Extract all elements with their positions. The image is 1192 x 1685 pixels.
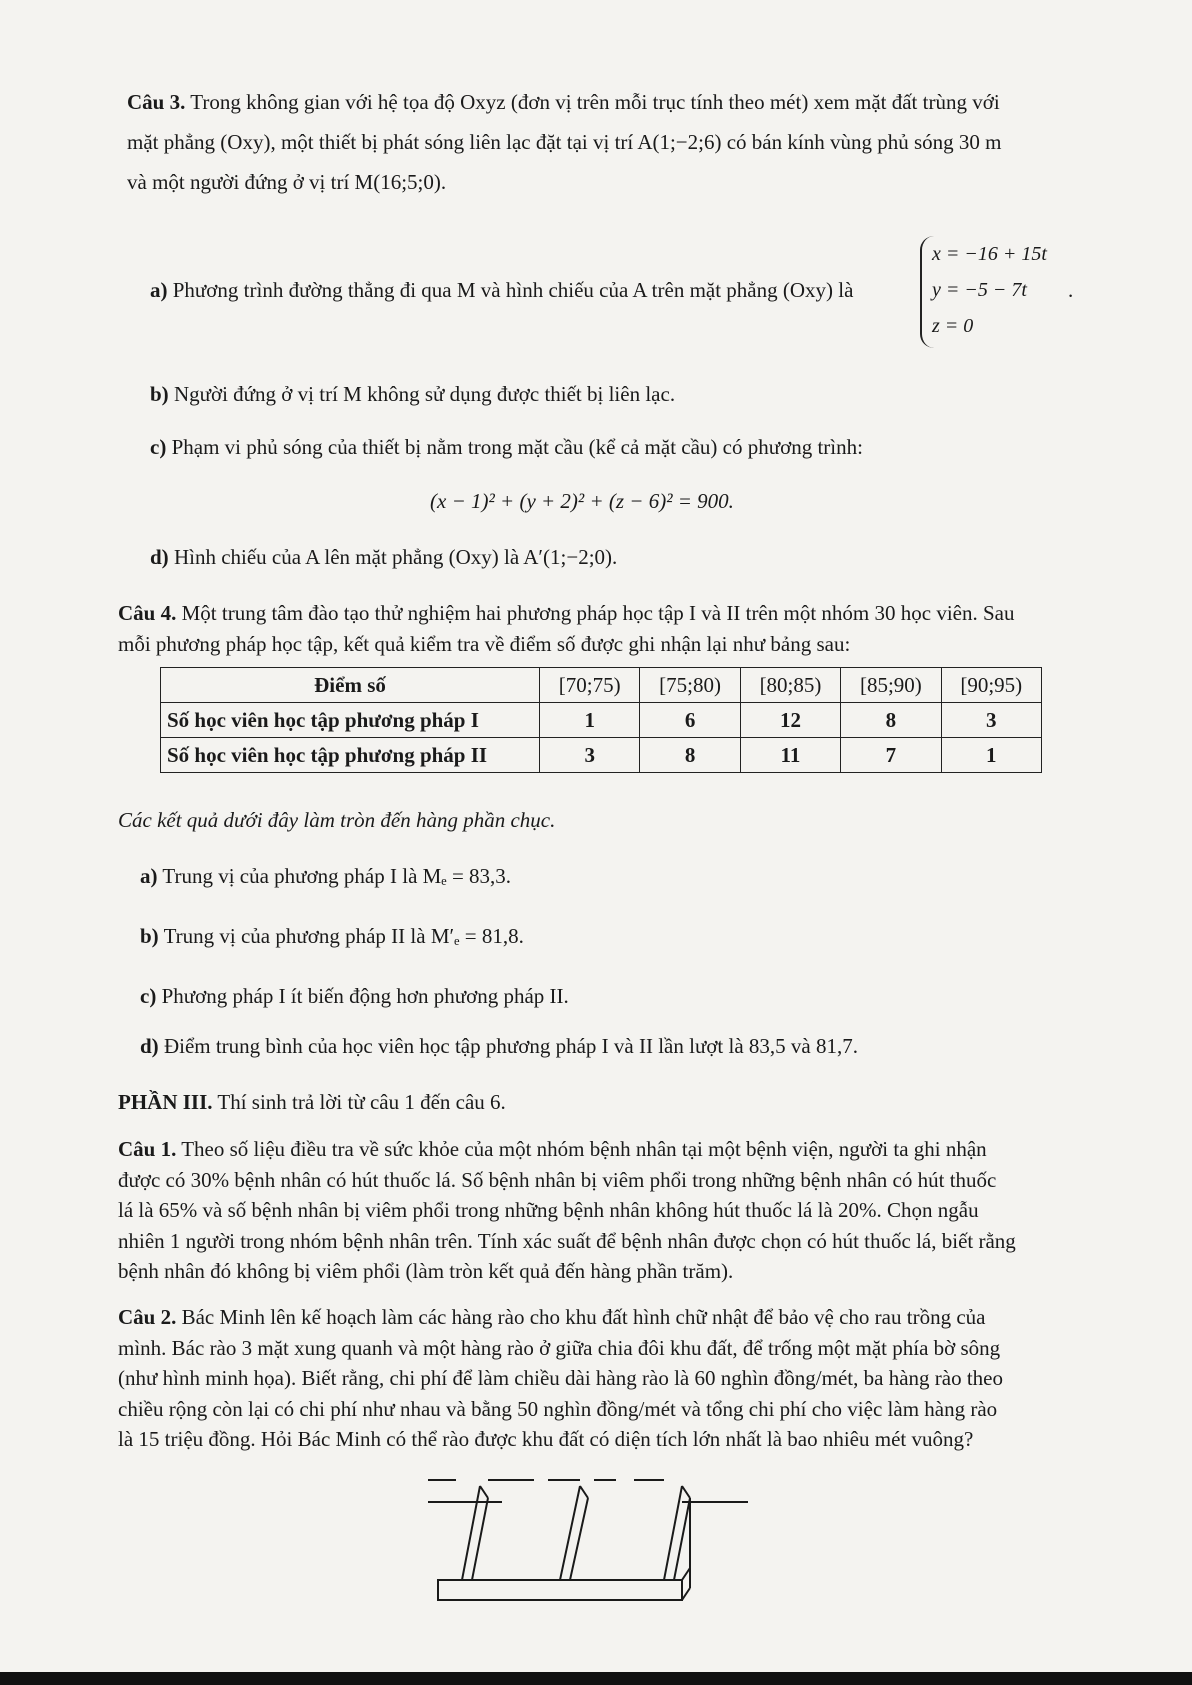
q3-c-equation: (x − 1)² + (y + 2)² + (z − 6)² = 900.	[430, 489, 734, 513]
p3q2-line: (như hình minh họa). Biết rằng, chi phí để làm chiều dài hàng rào là 60 nghìn đồng/mét, ba hàng rào theo	[118, 1366, 1003, 1390]
score-table	[160, 667, 1042, 773]
table-header-cell: [80;85)	[740, 668, 840, 703]
q3-lead: Câu 3.	[127, 90, 186, 114]
table-cell: 8	[640, 738, 740, 773]
q3-d-text: Hình chiếu của A lên mặt phẳng (Oxy) là A′(1;−2;0).	[173, 545, 618, 569]
p3q1-line: nhiên 1 người trong nhóm bệnh nhân trên. Tính xác suất để bệnh nhân được chọn có hút thuốc lá, biết rằng	[118, 1228, 1016, 1253]
table-cell: 1	[540, 703, 640, 738]
table-cell: 7	[841, 738, 941, 773]
q3-b-text: Người đứng ở vị trí M không sử dụng được thiết bị liên lạc.	[173, 382, 676, 406]
middle-fence	[560, 1486, 588, 1580]
q3-c-label: c)	[150, 435, 167, 459]
q4-option-a	[140, 864, 511, 889]
q3-statement	[127, 82, 1083, 202]
p3q2-lead: Câu 2.	[118, 1305, 177, 1329]
q3-a-label: a)	[150, 278, 168, 302]
q4-b-label: b)	[140, 924, 159, 948]
q3-a-eq2: y = −5 − 7t	[932, 279, 1027, 301]
table-header-cell: [85;90)	[841, 668, 941, 703]
table-header-row	[161, 668, 1042, 703]
q3-a-eq1: x = −16 + 15t	[932, 243, 1047, 265]
table-cell: 6	[640, 703, 740, 738]
q3-a-eq3: z = 0	[932, 315, 974, 337]
left-fence	[462, 1486, 488, 1580]
q4-d-label: d)	[140, 1034, 159, 1058]
table-cell: 8	[841, 703, 941, 738]
table-header-cell: [90;95)	[941, 668, 1041, 703]
q4-option-c	[140, 984, 569, 1009]
front-fence	[438, 1580, 682, 1600]
table-row-label: Số học viên học tập phương pháp II	[161, 738, 540, 773]
p3-question-1	[118, 1134, 1084, 1287]
p3q1-line: lá là 65% và số bệnh nhân bị viêm phổi trong những bệnh nhân không hút thuốc lá là 20%. Chọn ngẫu	[118, 1198, 979, 1222]
q4-b-text: Trung vị của phương pháp II là M′ₑ = 81,8.	[163, 924, 524, 948]
q4-a-label: a)	[140, 864, 158, 888]
p3q2-line: là 15 triệu đồng. Hỏi Bác Minh có thể rào được khu đất có diện tích lớn nhất là bao nhiêu mét vuông?	[118, 1427, 974, 1451]
table-row	[161, 703, 1042, 738]
table-cell: 11	[740, 738, 840, 773]
q4-statement	[118, 598, 1084, 659]
p3q1-line: bệnh nhân đó không bị viêm phổi (làm tròn kết quả đến hàng phần trăm).	[118, 1259, 734, 1283]
q3-option-a	[150, 278, 853, 303]
p3q2-line: Bác Minh lên kế hoạch làm các hàng rào cho khu đất hình chữ nhật để bảo vệ cho rau trồng của	[181, 1305, 986, 1329]
table-header-cell: [75;80)	[640, 668, 740, 703]
q3-a-system	[920, 236, 1092, 348]
p3-question-2	[118, 1302, 1084, 1455]
part3-title: PHẦN III.	[118, 1090, 213, 1114]
table-cell: 3	[941, 703, 1041, 738]
right-fence	[664, 1486, 690, 1580]
q4-rounding-note: Các kết quả dưới đây làm tròn đến hàng phần chục.	[118, 808, 556, 832]
p3q1-line: được có 30% bệnh nhân có hút thuốc lá. Số bệnh nhân bị viêm phổi trong những bệnh nhân có hút thuốc	[118, 1167, 997, 1192]
table-cell: 1	[941, 738, 1041, 773]
q4-c-label: c)	[140, 984, 157, 1008]
q3-line2: mặt phẳng (Oxy), một thiết bị phát sóng liên lạc đặt tại vị trí A(1;−2;6) có bán kính vùng phủ sóng 30 m	[127, 130, 1002, 154]
q3-option-b	[150, 382, 675, 407]
q4-line1: Một trung tâm đào tạo thử nghiệm hai phương pháp học tập I và II trên một nhóm 30 học viên. Sau	[181, 601, 1015, 625]
scan-edge	[0, 1672, 1192, 1685]
table-header-cell: Điểm số	[161, 668, 540, 703]
q4-lead: Câu 4.	[118, 601, 177, 625]
p3q1-line: Theo số liệu điều tra về sức khỏe của một nhóm bệnh nhân tại một bệnh viện, người ta ghi nhận	[181, 1137, 987, 1161]
q4-line2: mỗi phương pháp học tập, kết quả kiểm tra về điểm số được ghi nhận lại như bảng sau:	[118, 631, 851, 656]
table-row	[161, 738, 1042, 773]
part3-text: Thí sinh trả lời từ câu 1 đến câu 6.	[217, 1090, 506, 1114]
fence-illustration	[420, 1468, 760, 1608]
q3-line1: Trong không gian với hệ tọa độ Oxyz (đơn vị trên mỗi trục tính theo mét) xem mặt đất trùng với	[190, 90, 1000, 114]
part3-heading	[118, 1090, 506, 1115]
q3-option-d	[150, 545, 617, 570]
q3-b-label: b)	[150, 382, 169, 406]
q3-a-text: Phương trình đường thẳng đi qua M và hình chiếu của A trên mặt phẳng (Oxy) là	[172, 278, 854, 302]
q4-option-b	[140, 924, 524, 949]
q4-option-d	[140, 1034, 858, 1059]
table-header-cell: [70;75)	[540, 668, 640, 703]
table-cell: 3	[540, 738, 640, 773]
q3-option-c	[150, 435, 863, 460]
q3-a-dot: .	[1068, 278, 1074, 302]
q4-d-text: Điểm trung bình của học viên học tập phương pháp I và II lần lượt là 83,5 và 81,7.	[163, 1034, 858, 1058]
q3-d-label: d)	[150, 545, 169, 569]
p3q1-lead: Câu 1.	[118, 1137, 177, 1161]
table-cell: 12	[740, 703, 840, 738]
q3-c-text: Phạm vi phủ sóng của thiết bị nằm trong mặt cầu (kể cả mặt cầu) có phương trình:	[171, 435, 863, 459]
q3-line3: và một người đứng ở vị trí M(16;5;0).	[127, 170, 447, 194]
p3q2-line: mình. Bác rào 3 mặt xung quanh và một hàng rào ở giữa chia đôi khu đất, để trống một mặt phía bờ sông	[118, 1335, 1001, 1360]
table-row-label: Số học viên học tập phương pháp I	[161, 703, 540, 738]
p3q2-line: chiều rộng còn lại có chi phí như nhau và bằng 50 nghìn đồng/mét và tổng chi phí cho việc làm hàng rào	[118, 1396, 998, 1421]
q4-a-text: Trung vị của phương pháp I là Mₑ = 83,3.	[162, 864, 512, 888]
q4-c-text: Phương pháp I ít biến động hơn phương pháp II.	[161, 984, 569, 1008]
